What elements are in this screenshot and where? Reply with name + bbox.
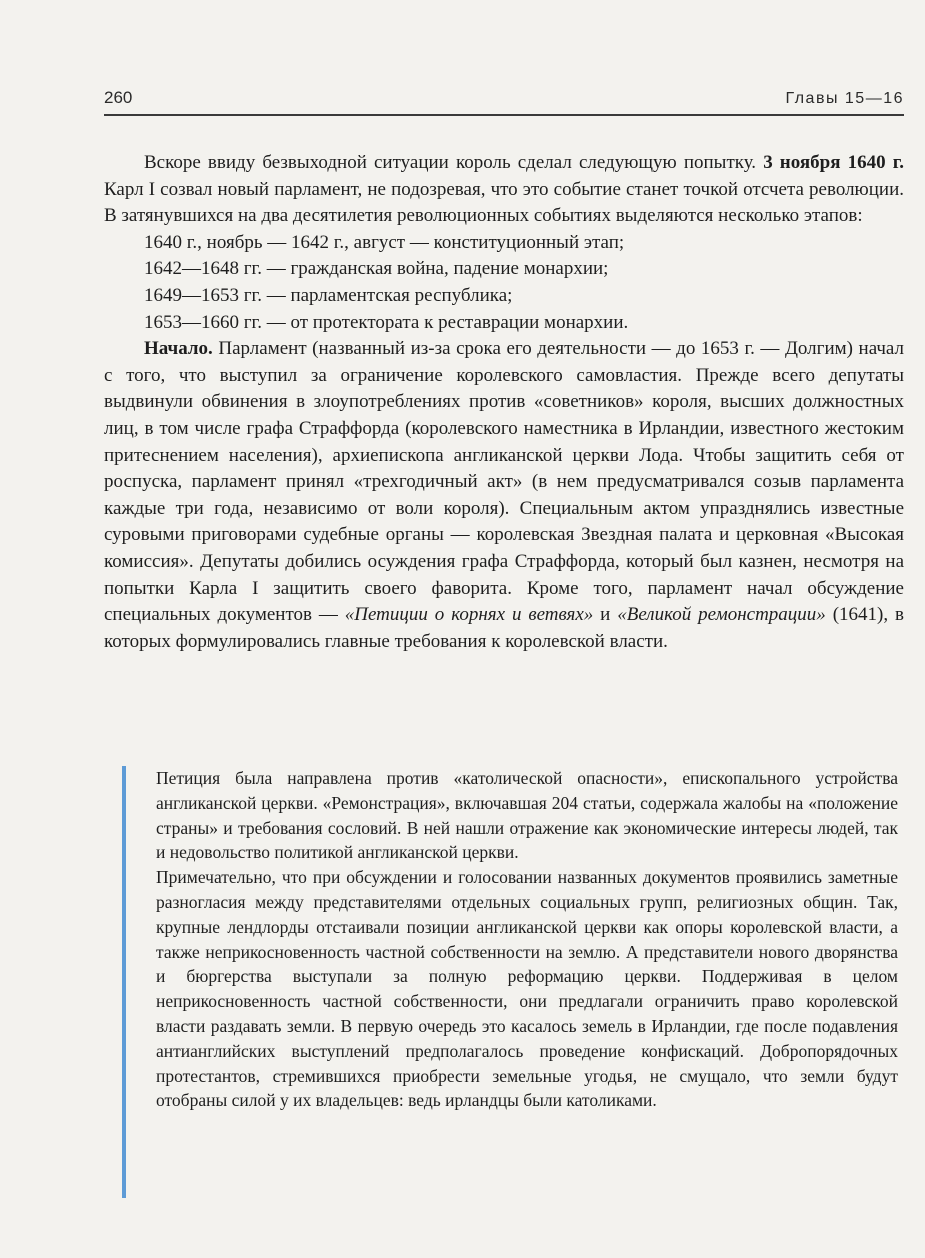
beginning-text-1: Парламент (названный из-за срока его деятельности — до 1653 г. — Долгим) начал с того, что выступил за ограничение королевского самовластия. Прежде всего депутаты выдвинули обвинения в злоупотреблениях против «советников» короля, высших должностных лиц, в том числе графа Страффорда (королевского наместника в Ирландии, известного жестоким притеснением населения), архиепископа англиканской церкви Лода. Чтобы защитить себя от роспуска, парламент принял «трехгодичный акт» (в нем предусматривался созыв парламента каждые три года, независимо от воли короля). Специальным актом упразднялись известные суровыми приговорами судебные органы — королевская Звездная палата и церковная «Высокая комиссия». Депутаты добились осуждения графа Страффорда, который был казнен, несмотря на попытки Карла I защитить своего фаворита. Кроме того, парламент начал обсуждение специальных документов —	[104, 338, 904, 626]
sidebar-text	[156, 766, 898, 1113]
chapter-title: Главы 15—16	[785, 90, 904, 107]
page-number: 260	[104, 88, 133, 107]
stage-item: 1649—1653 гг. — парламентская республика;	[144, 284, 513, 306]
beginning-paragraph	[104, 336, 904, 655]
petition-title: «Петиции о корнях и ветвях»	[344, 604, 594, 626]
sidebar-note	[122, 766, 897, 1198]
intro-text-2: Карл I созвал новый парламент, не подозревая, что это событие станет точкой отсчета революции. В затянувшихся на два десятилетия революционных событиях выделяются несколько этапов:	[104, 178, 904, 227]
intro-paragraph	[104, 150, 904, 230]
beginning-text-3: (1641), в которых формулировались главные требования к королевской власти.	[104, 604, 904, 652]
header-divider	[104, 114, 904, 116]
sidebar-paragraph-1: Петиция была направлена против «католической опасности», епископального устройства англиканской церкви. «Ремонстрация», включавшая 204 статьи, содержала жалобы на «положение страны» и требования сословий. В ней нашли отражение как экономические интересы людей, так и недовольство политикой англиканской церкви.	[156, 768, 898, 863]
sidebar-accent-bar	[122, 766, 126, 1198]
main-text	[104, 150, 904, 655]
remonstrance-title: «Великой ремонстрации»	[617, 604, 826, 626]
sidebar-paragraph-2: Примечательно, что при обсуждении и голосовании названных документов проявились заметные разногласия между представителями отдельных социальных групп, религиозных общин. Так, крупные лендлорды отстаивали позиции англиканской церкви как опоры королевской власти, а также неприкосновенность частной собственности на землю. А представители нового дворянства и бюргерства выступали за полную реформацию церкви. Поддерживая в целом неприкосновенность частной собственности, они предлагали ограничить право королевской власти раздавать земли. В первую очередь это касалось земель в Ирландии, где после подавления антианглийских выступлений предполагалось проведение конфискаций. Добропорядочных протестантов, стремившихся приобрести земельные угодья, не смущало, что земли будут отобраны силой у их владельцев: ведь ирландцы были католиками.	[156, 867, 898, 1111]
stage-item: 1653—1660 гг. — от протектората к реставрации монархии.	[144, 311, 629, 333]
beginning-heading: Начало.	[144, 338, 213, 360]
intro-date: 3 ноября 1640 г.	[763, 152, 904, 173]
intro-text-1: Вскоре ввиду безвыходной ситуации король сделал следующую попытку.	[144, 152, 764, 173]
page-header	[104, 86, 904, 116]
stage-item: 1642—1648 гг. — гражданская война, падение монархии;	[144, 258, 609, 280]
stage-item: 1640 г., ноябрь — 1642 г., август — конституционный этап;	[144, 231, 625, 253]
beginning-text-2: и	[593, 604, 618, 626]
